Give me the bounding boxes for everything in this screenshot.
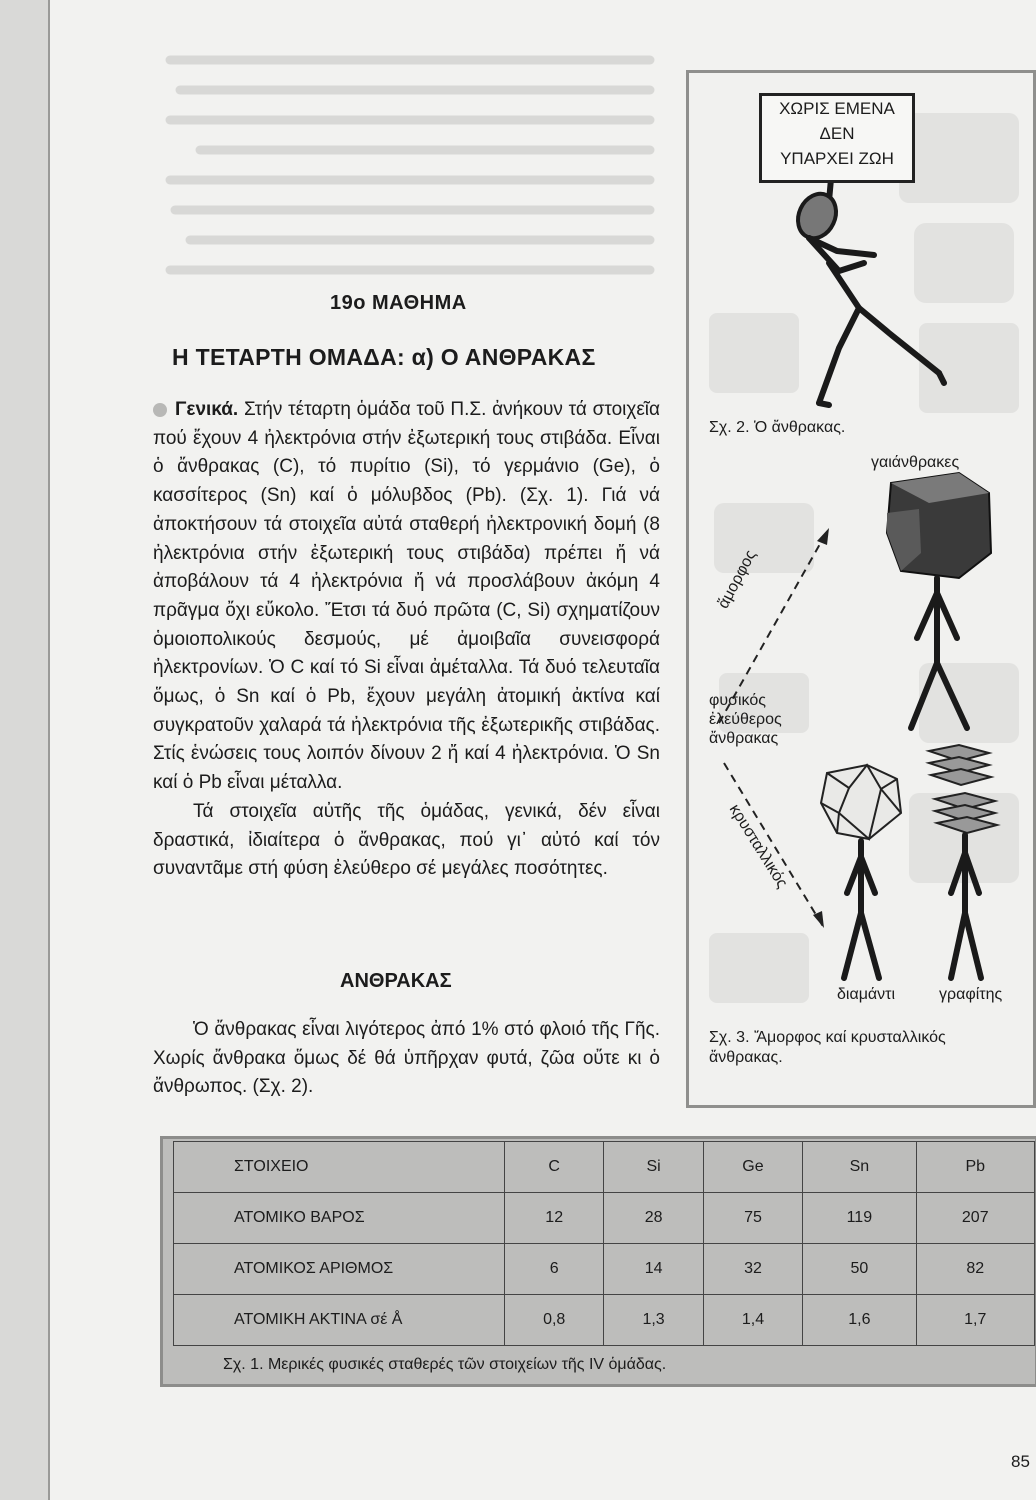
table-cell: 119 [803, 1193, 916, 1244]
table-cell: 207 [916, 1193, 1034, 1244]
sign-line-3: ΥΠΑΡΧΕΙ ΖΩΗ [780, 149, 894, 168]
general-text-1: Στήν τέταρτη ὁμάδα τοῦ Π.Σ. ἀνήκουν τά στοιχεῖα πού ἔχουν 4 ἠλεκτρόνια στήν ἐξωτερική τους στιβάδα. Εἶναι ὁ ἄνθρακας (C), τό πυρίτιο (Si), τό γερμάνιο (Ge), ὁ κασσίτερος (Sn) καί ὁ μόλυβδος (Pb). (Σχ. 1). Γιά νά ἀποκτήσουν τά στοιχεῖα αὐτά σταθερή ἠλεκτρονική δομή (8 ἠλεκτρόνια στήν ἐξωτερική τους στιβάδα) πρέπει ἤ νά ἀποβάλουν τά 4 ἠλεκτρόνια ἤ νά προσλάβουν ἀκόμη 4 πρᾶγμα ὄχι εὔκολο. Ἔτσι τά δυό πρῶτα (C, Si) σχηματίζουν ὁμοιοπολικούς δεσμούς, μέ ἀμοιβαῖα συνεισφορά ἠλεκτρονίων. Ὁ C καί τό Si εἶναι ἀμέταλλα. Τά δυό τελευταῖα ὅμως, ὁ Sn καί ὁ Pb, ἔχουν μεγάλη ἀτομική ἀκτίνα καί συγκρατοῦν χαλαρά τά ἠλεκτρόνια τῆς ἐξωτερικῆς στιβάδας. Στίς ἑνώσεις τους λοιπόν δίνουν 2 ἤ καί 4 ἠλεκτρόνια. Ὁ Sn καί ὁ Pb εἶναι μέταλλα. [153, 399, 661, 794]
table-cell: 32 [703, 1244, 802, 1295]
label-amorphous: ἄμορφος [714, 547, 760, 612]
lesson-title: Η ΤΕΤΑΡΤΗ ΟΜΑΔΑ: α) Ο ΑΝΘΡΑΚΑΣ [172, 344, 596, 370]
table-cell: 6 [505, 1244, 604, 1295]
table-header-cell: Ge [703, 1142, 802, 1193]
table-row [174, 1193, 1035, 1244]
amorphous-arrowhead-icon [817, 528, 829, 545]
table-cell: 14 [604, 1244, 703, 1295]
show-through-texture [150, 40, 670, 300]
figure-3-caption-1: Σχ. 3. Ἄμορφος καί κρυσταλλικός [709, 1029, 946, 1046]
lesson-number: 19ο ΜΑΘΗΜΑ [330, 292, 467, 314]
coal-lump-icon [887, 473, 991, 578]
binding-edge [0, 0, 50, 1500]
table-cell: ΑΤΟΜΙΚΟ ΒΑΡΟΣ [174, 1193, 505, 1244]
table-header-row [174, 1142, 1035, 1193]
table-row [174, 1244, 1035, 1295]
table-header-cell: Sn [803, 1142, 916, 1193]
label-natural-3: ἄνθρακας [709, 730, 779, 747]
diamond-icon [821, 765, 901, 839]
table-header-cell: Pb [916, 1142, 1034, 1193]
general-paragraph-2: Τά στοιχεῖα αὐτῆς τῆς ὁμάδας, γενικά, δέν εἶναι δραστικά, ἰδιαίτερα ὁ ἄνθρακας, πού γι᾿ αὐτό καί τόν συναντᾶμε στή φύση ἐλεύθερο σέ μεγάλες ποσότητες. [153, 800, 660, 880]
table-cell: 0,8 [505, 1295, 604, 1346]
carbon-paragraph [153, 1016, 660, 1102]
sign-line-2: ΔΕΝ [819, 124, 855, 143]
label-crystalline: κρυσταλλικός [725, 801, 791, 892]
table-cell: 1,3 [604, 1295, 703, 1346]
table-cell: 82 [916, 1244, 1034, 1295]
general-section [153, 396, 660, 884]
constants-table [173, 1141, 1035, 1346]
bullet-dot-icon [153, 403, 167, 417]
show-through-lines [150, 40, 670, 300]
label-coals: γαιάνθρακες [871, 454, 960, 471]
carbon-text: Ὁ ἄνθρακας εἶναι λιγότερος ἀπό 1% στό φλοιό τῆς Γῆς. Χωρίς ἄνθρακα ὅμως δέ θά ὑπῆρχαν φυτά, ζῶα οὔτε κι ὁ ἄνθρωπος. (Σχ. 2). [153, 1019, 660, 1098]
label-diamond: διαμάντι [837, 986, 896, 1003]
figure-3-caption-2: ἄνθρακας. [709, 1049, 783, 1066]
carbon-heading: ΑΝΘΡΑΚΑΣ [340, 970, 452, 992]
general-lead: Γενικά. [175, 399, 239, 420]
table-row [174, 1295, 1035, 1346]
crystalline-arrow-icon [724, 763, 824, 928]
figure-panel [686, 70, 1036, 1108]
diamond-stick-figure [844, 841, 879, 978]
table-cell: 12 [505, 1193, 604, 1244]
general-paragraph-1 [153, 396, 660, 798]
sign-line-1: ΧΩΡΙΣ ΕΜΕΝΑ [779, 99, 895, 118]
table-cell: 50 [803, 1244, 916, 1295]
table-header-cell: ΣΤΟΙΧΕΙΟ [174, 1142, 505, 1193]
figure-2-caption: Σχ. 2. Ὁ ἄνθρακας. [709, 419, 846, 436]
sign-board [759, 93, 915, 183]
page-number: 85 [1011, 1452, 1030, 1471]
table-header-cell: Si [604, 1142, 703, 1193]
label-graphite: γραφίτης [939, 986, 1003, 1003]
constants-table-panel [160, 1136, 1036, 1387]
table-header-cell: C [505, 1142, 604, 1193]
table-cell: 1,7 [916, 1295, 1034, 1346]
table-cell: ΑΤΟΜΙΚΗ ΑΚΤΙΝΑ σέ Å [174, 1295, 505, 1346]
table-caption: Σχ. 1. Μερικές φυσικές σταθερές τῶν στοιχείων τῆς IV ὁμάδας. [223, 1356, 667, 1373]
label-natural-1: φυσικός [709, 692, 766, 709]
table-cell: 1,4 [703, 1295, 802, 1346]
label-natural-2: ἐλεύθερος [709, 711, 782, 728]
table-cell: 1,6 [803, 1295, 916, 1346]
table-cell: 75 [703, 1193, 802, 1244]
table-cell: 28 [604, 1193, 703, 1244]
table-cell: ΑΤΟΜΙΚΟΣ ΑΡΙΘΜΟΣ [174, 1244, 505, 1295]
